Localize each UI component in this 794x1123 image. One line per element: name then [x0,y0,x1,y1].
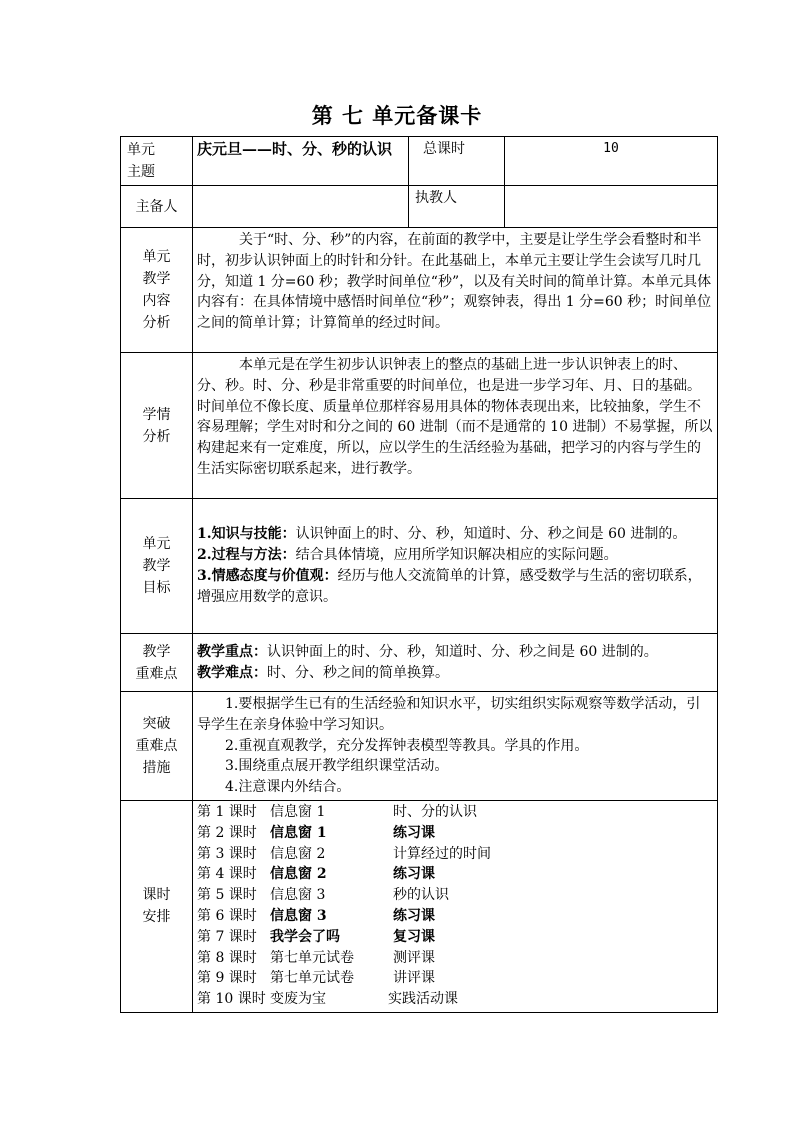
schedule-type: 时、分的认识 [393,804,477,820]
unit-topic-label-line2: 主题 [127,164,155,180]
goal-item-2-head: 2.过程与方法： [197,547,296,564]
measure-item-1: 1.要根据学生已有的生活经验和知识水平，切实组织实际观察等数学活动，引导学生在亲身体验中学习知识。 [197,696,701,733]
schedule-row [197,844,713,865]
schedule-material: 信息窗 3 [270,887,326,904]
row-preparer [121,186,718,228]
learner-analysis-label [121,353,193,499]
row-measures [121,692,718,801]
schedule-row [197,989,713,1010]
schedule-type: 实践活动课 [388,991,458,1008]
goals-label-2: 教学 [142,558,171,574]
measures-label-1: 突破 [142,716,171,732]
schedule-lesson: 第 7 课时 [197,928,257,945]
schedule-list [193,801,718,1013]
total-hours-label: 总课时 [409,137,505,186]
teacher-value [505,186,718,228]
row-key-points [121,634,718,692]
total-hours-value: 10 [505,137,718,186]
schedule-lesson: 第 9 课时 [197,970,257,987]
key-points-label [121,634,193,692]
schedule-label [121,801,193,1013]
schedule-type: 讲评课 [393,970,435,987]
schedule-material: 信息窗 1 [270,804,326,820]
schedule-material: 信息窗 3 [270,907,327,924]
schedule-lesson: 第 6 课时 [197,907,257,924]
schedule-row [197,968,713,989]
schedule-type: 练习课 [393,907,435,924]
key-point-2-head: 教学难点： [197,664,267,681]
schedule-row [197,927,713,948]
learner-analysis-text: 本单元是在学生初步认识钟表上的整点的基础上进一步认识钟表上的时、分、秒。时、分、秒是非常重要的时间单位，也是进一步学习年、月、日的基础。时间单位不像长度、质量单位那样容易用具体的物体表现出来，比较抽象，学生不容易理解；学生对时和分之间的 60 进制（而不是通常的 10 进制）不易掌握，所以构建起来有一定难度，所以，应以学生的生活经验为基础，把学习的内容与学生的生活实际密切联系起来，进行教学。 [193,353,718,499]
content-analysis-label-4: 分析 [142,315,171,331]
preparer-label: 主备人 [121,186,193,228]
key-point-2-text: 时、分、秒之间的简单换算。 [267,664,449,681]
schedule-row [197,823,713,844]
goal-item-1 [197,524,713,545]
key-points-label-1: 教学 [142,643,171,660]
content-analysis-text: 关于“时、分、秒”的内容，在前面的教学中，主要是让学生学会看整时和半时，初步认识钟面上的时针和分针。在此基础上，本单元主要让学生会读写几时几分，知道 1 分=60 秒；教学时间单位“秒”，以及有关时间的简单计算。本单元具体内容有：在具体情境中感悟时间单位“秒”；观察钟表，得出 1 分=60 秒；时间单位之间的简单计算；计算简单的经过时间。 [193,228,718,353]
schedule-row [197,906,713,927]
goal-item-1-head: 1.知识与技能： [197,526,296,543]
row-goals [121,499,718,634]
goal-item-3-head: 3.情感态度与价值观： [197,568,338,584]
lesson-plan-table [120,136,718,1013]
schedule-lesson: 第 8 课时 [197,949,257,966]
schedule-lesson: 第 3 课时 [197,845,257,862]
schedule-lesson: 第 10 课时 [197,991,266,1008]
schedule-lesson: 第 5 课时 [197,887,257,904]
measure-item-2: 2.重视直观教学，充分发挥钟表模型等教具。学具的作用。 [225,737,589,754]
key-point-1-head: 教学重点： [197,643,267,660]
measures-text [193,692,718,801]
schedule-row [197,948,713,969]
schedule-type: 秒的认识 [393,887,449,904]
unit-topic-value: 庆元旦——时、分、秒的认识 [193,137,409,186]
unit-topic-label-line1: 单元 [127,142,155,158]
goal-item-2 [197,545,713,566]
key-point-1 [197,642,713,663]
row-learner-analysis [121,353,718,499]
schedule-type: 练习课 [393,824,435,841]
goal-item-3-text: 经历与他人交流简单的计算，感受数学与生活的密切联系，增强应用数学的意识。 [197,568,702,605]
row-content-analysis [121,228,718,353]
goal-item-2-text: 结合具体情境，应用所学知识解决相应的实际问题。 [295,547,618,564]
schedule-material: 信息窗 2 [270,845,326,862]
measures-label-3: 措施 [142,760,171,776]
schedule-row [197,885,713,906]
goals-label [121,499,193,634]
schedule-type: 计算经过的时间 [393,845,491,862]
schedule-lesson: 第 4 课时 [197,866,257,883]
goals-text [193,499,718,634]
measures-label-2: 重难点 [135,738,178,754]
schedule-lesson: 第 1 课时 [197,804,257,820]
goals-label-3: 目标 [142,580,171,596]
page-title: 第 七 单元备课卡 [311,103,483,128]
goal-item-3 [197,566,713,608]
content-analysis-label [121,228,193,353]
teacher-label: 执教人 [409,186,505,228]
schedule-material: 信息窗 2 [270,866,327,883]
schedule-lesson: 第 2 课时 [197,824,257,841]
row-unit-topic [121,137,718,186]
schedule-type: 复习课 [393,928,435,945]
learner-analysis-label-2: 分析 [142,428,171,445]
schedule-type: 练习课 [393,866,435,883]
schedule-material: 变废为宝 [270,991,326,1008]
goals-label-1: 单元 [142,536,171,552]
row-schedule [121,801,718,1013]
key-points-text [193,634,718,692]
schedule-material: 我学会了吗 [270,928,340,945]
measures-label [121,692,193,801]
schedule-row [197,864,713,885]
content-analysis-label-2: 教学 [142,271,171,287]
key-point-2 [197,663,713,684]
measure-item-3: 3.围绕重点展开教学组织课堂活动。 [225,758,449,775]
schedule-label-2: 安排 [142,909,171,926]
schedule-label-1: 课时 [142,887,171,904]
schedule-material: 第七单元试卷 [270,949,354,966]
schedule-material: 信息窗 1 [270,824,327,841]
learner-analysis-label-1: 学情 [142,406,171,423]
schedule-row [197,802,713,823]
key-point-1-text: 认识钟面上的时、分、秒，知道时、分、秒之间是 60 进制的。 [267,643,658,660]
measure-item-4: 4.注意课内外结合。 [225,779,351,796]
goal-item-1-text: 认识钟面上的时、分、秒，知道时、分、秒之间是 60 进制的。 [295,526,687,543]
content-analysis-label-1: 单元 [142,249,171,265]
unit-topic-label [121,137,193,186]
preparer-value [193,186,409,228]
content-analysis-label-3: 内容 [142,293,171,309]
key-points-label-2: 重难点 [135,665,178,682]
schedule-material: 第七单元试卷 [270,970,354,987]
schedule-type: 测评课 [393,949,435,966]
